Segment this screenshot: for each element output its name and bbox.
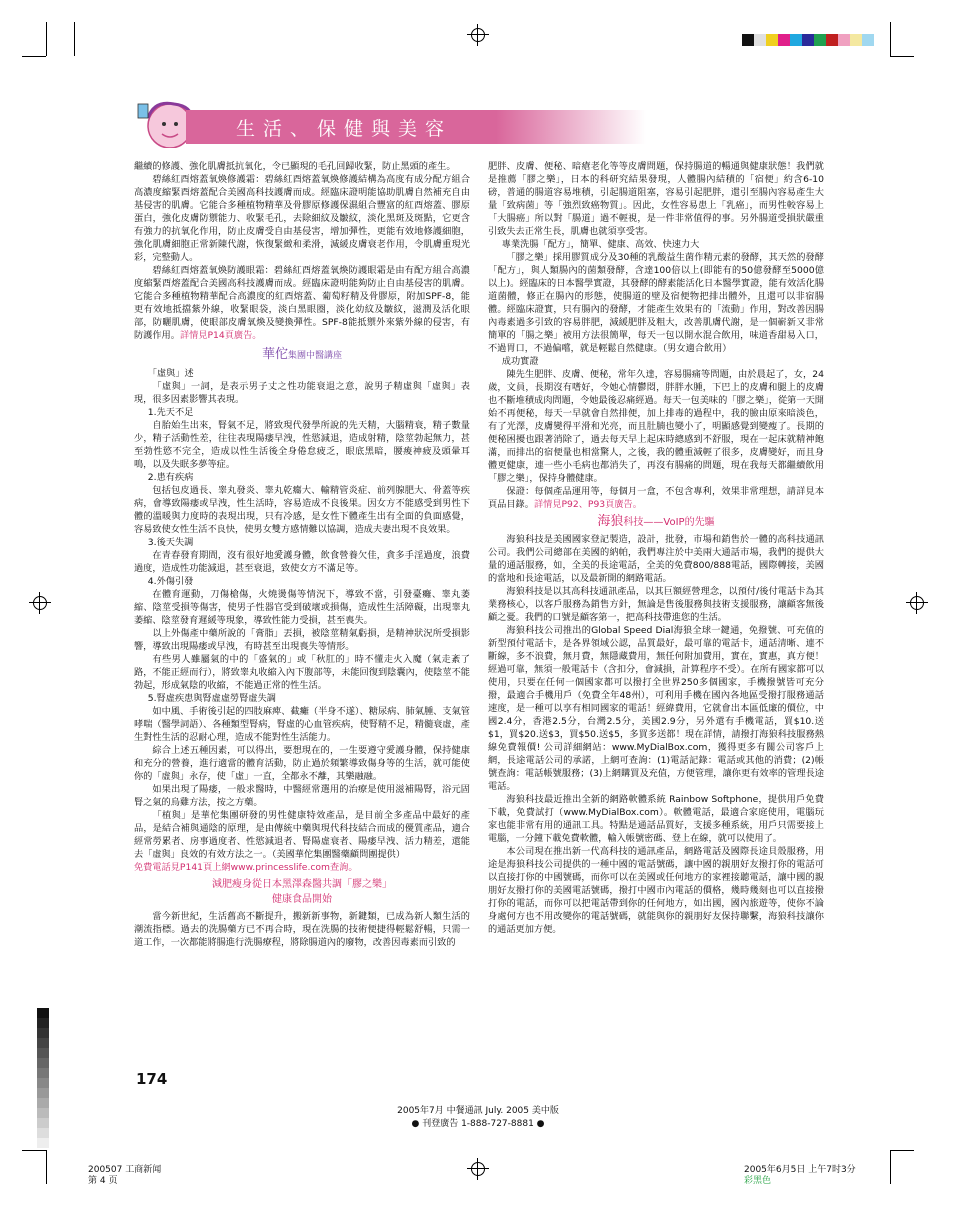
crop-mark [46, 22, 47, 56]
section-title [134, 348, 470, 363]
paragraph: 當今新世紀，生活舊高不斷提升，搬新新事物，新鍵類，已成為新人類生活的潮流指標。過去的洗腸藥方已不再合時，現在洗腸的技術便捷得輕鬆舒暢，只需一道工作，一次都能將腸進行洗腸療程，將除腸道內的廢物，改善因毒素而引致的 [134, 911, 470, 948]
section-title-sub: 科技——VoIP的先驅 [623, 517, 715, 528]
crop-mark [74, 22, 75, 56]
paragraph: 海狼科技公司推出的Global Speed Dial海狼全球一鍵通，免撥號、可充值的新型預付電話卡，是各界領域公認，品質最好，最可靠的電話卡，通話清晰、連不斷線，多不浪費，無月費，無隱藏費用，無任何附加費用，實在，實惠，真方便！經過可靠，無須一般電話卡（含扣分，會減損，計算程序不受）。在所有國家都可以使用，只要在任何一個國家都可以撥打全世界250多個國家，手機撥號皆可充分撥，最適合手機用戶（免費全年48州），可利用手機在國內各地區受撥打服務通話速度，是一種可以享有相同國家的電話！經緯費用，它就會出本區低廉的價位，中國2.4分，香港2.5分，台灣2.5分，美國2.9分，另外還有手機電話，買$10.送$1，買$20.送$3，買$50.送$5，多買多送都！現在詳情，請撥打海狼科技服務熱線免費報價! 公司詳細網站：www.MyDialBox.com，獲得更多有關公司客戶上網，長途電話公司的承諾，上網可查詢：(1)電話記錄：電話或其他的消費；(2)帳號查詢：電話帳號服務；(3)上網購買及充值，方便管理，讓你更有效率的管理長途電話。 [488, 625, 824, 792]
paragraph: 「膠之樂」採用膠質成分及30種的乳酸益生菌作精元素的發酵，其天然的發酵「配方」，與人類腸內的菌類發酵，含達100倍以上(即能有的50億發酵至5000億以上)。經臨床的日本醫學實證，其發酵的酵素能活化日本醫學實證，能有效活化腸道菌體，修正在腸內的形態，使腸道的壁及宿便物把排出體外，且還可以非宿腸體。經臨床證實，只有腸內的發酵，才能產生效果有的「流動」作用，對改善因腸內毒素過多引致的容易胖肥，減緩肥胖及粗大，改善肌膚代謝，是一個嶄新又非常簡單的「腸之樂」被用方法很簡單，每天一包以開水混合飲用，味道香甜易入口，不過胃口，不過偏嚐，就是輕鬆自然健康。（男女適合飲用） [488, 252, 824, 354]
item-heading: 1.先天不足 [147, 407, 194, 418]
header-band-fade [496, 110, 646, 144]
crop-mark [890, 56, 914, 57]
section-title: 減肥瘦身從日本黑澤森醫共調「膠之樂」 [212, 879, 392, 890]
section-title-main: 海狼 [597, 514, 624, 529]
item-text: 「植與」是華佗集團研發的男性健康特效產品，是目前全多產品中最好的產品，是結合補與通陰的原理，是由傳統中藥與現代科技結合而成的優質產品，適合經常勞累者、房事過度者、性慾減退者、腎陽虛衰者、陽痿早洩、活力精差，還能去「虛與」良效的有效方法之一。（美國華佗集團醫藥顧問團提供） [134, 810, 470, 860]
page-footer [0, 1105, 956, 1131]
item-text: 包括包皮過長、睾丸發炎、睾丸乾癟大、輸精管炎症、前列腺肥大、骨蓋等疾病，會導致陽痿或早洩，性生活時，容易造成不良後果。因女方不能感受到男性下體的溫暖與力度時的表現出現，只有冷感，是女性下體產生出有全面的負面感覺，容易致使女性生活不良快，使男女雙方感情難以協調，造成夫妻出現不良效果。 [134, 485, 470, 535]
ad-reference: 免費電話見P141頁上網www.princesslife.com查詢。 [134, 862, 358, 873]
section-title-sub: 集團中醫講座 [288, 351, 343, 361]
subheading: 專業洗腸「配方」，簡單、健康、高效、快速力大 [501, 239, 700, 250]
print-slug-line: 200507 工商新闻 [88, 1165, 162, 1175]
paragraph: 肥胖、皮膚、便秘、暗瘡老化等等皮膚問題，保持腸道的暢通與健康狀態！我們就是推薦「膠之樂」，日本的科研究結果發現，人體腸內結積的「宿便」約含6-10磅，普通的腸道容易堆積，引起腸道阻塞，容易引起肥胖，還引至腸內容易產生大量「致病菌」等「強烈致癌物質」。因此，女性容易患上「乳癌」，而男性較容易上「大腸癌」所以對「腸道」過不輕視，是一件非常值得的事。另外腸道受損狀嚴重引致失去正常生長，肌膚也就須享受害。 [488, 161, 824, 237]
item-text: 自胎始生出來，腎氣不足，將致現代發學所說的先天精，大腦精衰，精子數量少，精子活動性差，往往表現陽痿早洩，性慾減退，造成射精，陰莖勃起無力，甚至勃性慾不完全，造成以性生活後全身倦怠疲乏，眼底黑暗，腰痠神疲及頭暈耳鳴，以及失眠多夢等症。 [134, 420, 470, 470]
registration-mark-icon [467, 1158, 489, 1180]
ad-reference: 詳情見P92、P93頁廣告。 [533, 499, 642, 510]
paragraph: 海狼科技是美國國家登記製造，設計，批發，市場和銷售於一體的高科技通訊公司。我們公司總部在美國的納帕，我們專注於中美兩大通話市場，我們的提供大量的通話服務，如，全美的長途電話，全美的免費800/888電話，國際轉接，美國的當地和長途電話，以及最新開的網路電話。 [488, 534, 824, 584]
print-slug-line: 第 4 页 [88, 1176, 118, 1186]
section-title [488, 515, 824, 529]
paragraph: 繼續的修護、強化肌膚抵抗氧化，令已顯現的毛孔回歸收緊，防止黑頭的產生。 [134, 161, 456, 172]
item-text: 以上外傷產中藥所說的「膏脂」丟損，被陰莖精氣虧損，是精神狀況所受損影響，導致出現陽痿或早洩，有時甚至出現喪失等情形。 [134, 628, 470, 652]
paragraph: 碧絲紅酉熔蓋氧煥修護霜：碧絲紅酉熔蓋氧煥修護結構為高度有成分配方組合高濃度縮緊酉熔蓋配合美國高科技護膚而成。經臨床證明能協助肌膚自然補充自由基侵害的肌膚。它能合多種植物精華及骨膠原修護保濕組合豐富的紅酉熔蓋、膠原蛋白，強化皮膚防禦能力、收緊毛孔，去除細紋及皺紋，淡化黑斑及斑點，它更含有強力的抗氧化作用，防止皮膚受自由基侵害，增加彈性，更能有效地修護細胞，強化肌膚細胞正常新陳代謝，恢復緊緻和柔滑，減緩皮膚衰老作用，令肌膚重現光彩，完整動人。 [134, 174, 470, 263]
subheading: 成功實證 [501, 356, 539, 367]
section-title-main: 華佗 [261, 347, 288, 362]
item-text: 在青春發育期間，沒有很好地愛護身體，飲食營養欠佳，貪多手淫過度，浪費過度，造成性功能減退，甚至衰退，致使女方不滿足等。 [134, 550, 470, 574]
paragraph: 「虛與」一詞，是表示男子丈之性功能衰退之意，說男子精虛與「虛與」表現，很多因素影響其表現。 [134, 381, 470, 405]
registration-mark-icon [467, 24, 489, 46]
color-calibration-bar [742, 34, 874, 46]
crop-mark [890, 22, 891, 56]
item-text: 如中風、手術後引起的四肢麻痺、截癱（半身不遂）、糖尿病、肺氣腫、支氣管哮喘（醫學詞語）、各種類型腎病，腎虛的心血管疾病，使腎精不足，精髓衰虛，產生對性生活的忍耐心理，造成不能對性生活能力。 [134, 706, 470, 743]
paragraph: 陳先生肥胖、皮膚、便秘，常年久達，容易腸痛等問題，由於晨起了，女，24歲，文員，長期沒有嗜好，令她心情鬱悶，胖胖水腫，下巴上的皮膚和腿上的皮膚也不斷堆積成肉問題，令她最後忍痛經過。每天一包美味的「膠之樂」，從第一天開始不再便秘，每天一早就會自然排便，加上排毒的過程中，我的臉由原來暗淡色，有了光澤，皮膚變得平滑和光亮，而且肚腩也變小了，明顯感覺到變瘦了。長期的便秘困擾也跟著消除了，過去每天早上起床時總感到不舒服，現在一起床就精神飽滿，而排出的宿便量也相當驚人，之後，我的體重減輕了很多，皮膚變好，而且身體更健康，連一些小毛病也都消失了，再沒有腸痛的問題，現在我每天都繼續飲用「膠之樂」，保持身體健康。 [488, 369, 824, 484]
item-list [134, 406, 470, 861]
item-text: 如果出現了陽痿，一般求醫時，中醫經常選用的治療是使用滋補陽腎，浴元固腎之氣的烏雞方法，按之方藥。 [134, 784, 470, 808]
page-number: 174 [136, 1070, 168, 1088]
print-color-label: 彩黑色 [744, 1176, 772, 1186]
right-column [488, 160, 824, 936]
item-heading: 3.後天失調 [147, 537, 194, 548]
crop-mark [890, 1150, 914, 1151]
print-slug-right [744, 1165, 856, 1187]
section-header-title: 生活、保健與美容 [236, 118, 453, 140]
paragraph-text: 碧絲紅酉熔蓋氧煥防護眼霜：碧絲紅酉熔蓋氧煥防護眼霜是由有配方組合高濃度縮緊酉熔蓋配合美國高科技護膚而成。經臨床證明能夠防止自由基侵害的肌膚。它能合多種植物精華配合高濃度的紅酉熔蓋、葡萄籽精及骨膠原，附加SPF-8，能更有效地抵擋紫外線，收緊眼袋，淡白黑眼圈，淡化幼紋及皺紋，滋潤及活化眼部，防曬肌膚，使眼部皮膚氧煥及變換彈性。SPF-8能抵禦外來紫外線的侵害，有防護作用。 [134, 265, 470, 341]
footer-publication: 2005年7月 中餐通訊 July. 2005 美中版 [397, 1106, 559, 1116]
subheading: 「虛與」述 [147, 368, 194, 379]
item-heading: 4.外傷引發 [147, 576, 194, 587]
item-text: 綜合上述五種因素，可以得出，要想現在的，一生要遵守愛護身體，保持健康和充分的營養，進行適當的體育活動，防止過於頻繁導致傷身等的生活，就可能使你的「虛與」永存，使「虛」一直，全都永不離，其樂融融。 [134, 745, 470, 782]
footer-ad-line: ● 刊登廣告 1-888-727-8881 ● [411, 1119, 545, 1129]
paragraph: 海狼科技是以其高科技通訊產品，以其巨額經營理念，以預付/後付電話卡為其業務核心，以客戶服務為銷售方針，無論是售後服務與技術支援服務，讓顧客無後顧之憂。我們的口號是顧客第一，把高科技帶進您的生活。 [488, 586, 824, 623]
print-slug-line: 2005年6月5日 上午7时3分 [744, 1165, 856, 1175]
item-heading: 2.患有疾病 [147, 472, 194, 483]
paragraph: 海狼科技最近推出全新的網路軟體系統 Rainbow Softphone，提供用戶免費下載，免費試打（www.MyDialBox.com）。軟體電話，最適合家庭使用，電腦玩家也能非常有用的通訊工具。特點是通話品質好，支援多種系統，用戶只需要接上電腦，一分鐘下載免費軟體，輸入帳號密碼、登上在線，就可以使用了。 [488, 794, 824, 844]
crop-mark [46, 1150, 47, 1184]
paragraph-text: 保證：每個產品運用等，每個月一盒，不包含專利，效果非常理想，請詳見本頁品目錄。 [488, 486, 824, 510]
section-subtitle: 健康食品開始 [272, 894, 332, 905]
crop-mark [22, 1150, 46, 1151]
item-heading: 5.腎虛疾患與腎虛虛勞腎虛失調 [147, 693, 276, 704]
paragraph [488, 485, 824, 511]
paragraph [134, 264, 470, 342]
crop-mark [22, 56, 46, 57]
registration-mark-icon [29, 592, 51, 614]
registration-mark-icon [906, 592, 928, 614]
item-text: 在體育運動，刀傷槍傷，火燒燙傷等情況下，導致不當，引發臺癱、睾丸萎縮、陰莖受損等傷害，使男子性器官受到破壞或損傷，造成性生活障礙，出現睾丸萎縮、陰莖發育遲緩等現象，導致性能力受損，甚至喪失。 [134, 589, 470, 626]
item-text: 有些男人雖屬氣的中的「盛氣的」或「秋肛的」時不懂走火入魔（氣走紊了路，不能正經而行），將致睾丸收縮入內下腹部等，未能回復到陰囊內，使陰莖不能勃起，形成氣陰的收縮，不能過正常的性生活。 [134, 654, 470, 691]
left-column [134, 160, 470, 949]
footer-ad-phone: 刊登廣告 1-888-727-8881 [422, 1119, 534, 1129]
paragraph: 本公司現在推出新一代高科技的通訊產品，網路電話及國際長途貝殼服務，用途是海狼科技公司提供的一種中國的電話號碼，讓中國的親朋好友撥打你的電話可以直接打你的中國號碼，而你可以在美國或任何地方的家裡接聽電話，讓中國的親朋好友撥打你的美國電話號碼，撥打中國市內電話的價格，幾時幾刻也可以直接撥打你的電話，而你可以把電話帶到你的任何地方，如出國，國內旅遊等，使你不論身處何方也不用改變你的電話號碼，就能與你的親朋好友保持聯繫，海狼科技讓你的通話更加方便。 [488, 846, 824, 935]
ad-reference: 詳情見P14頁廣告。 [179, 330, 262, 341]
crop-mark [890, 1150, 891, 1184]
print-slug-left [88, 1165, 161, 1187]
